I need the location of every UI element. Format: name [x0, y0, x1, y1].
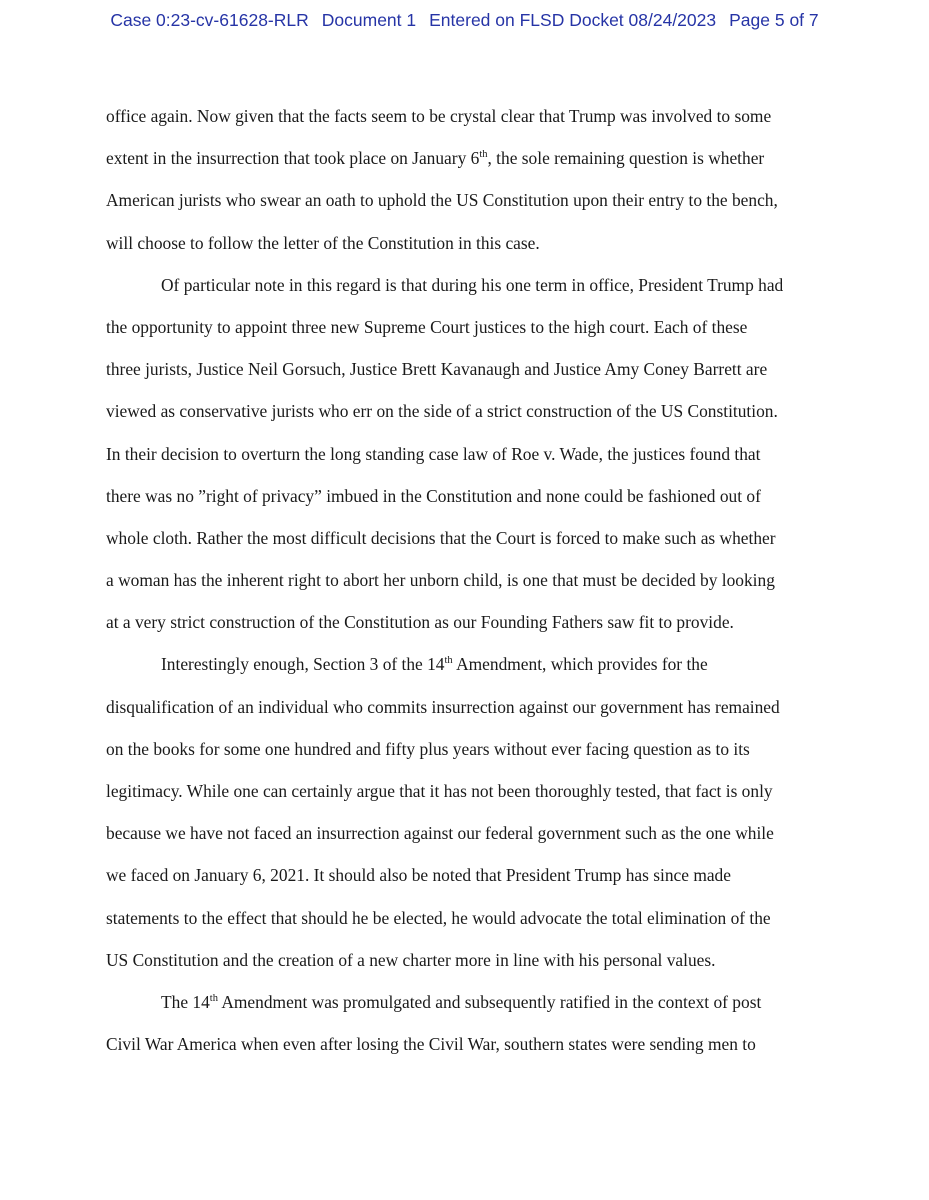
text-line: statements to the effect that should he be elected, he would advocate the total elimination of the — [106, 907, 771, 928]
text-line: Interestingly enough, Section 3 of the 14th Amendment, which provides for the — [161, 654, 708, 675]
text-line: on the books for some one hundred and fifty plus years without ever facing question as to its — [106, 738, 750, 759]
text-line: whole cloth. Rather the most difficult decisions that the Court is forced to make such as whether — [106, 527, 776, 548]
text-line: three jurists, Justice Neil Gorsuch, Justice Brett Kavanaugh and Justice Amy Coney Barrett are — [106, 359, 768, 380]
superscript: th — [479, 149, 488, 161]
text-line: a woman has the inherent right to abort her unborn child, is one that must be decided by looking — [106, 570, 775, 591]
text-line: because we have not faced an insurrection against our federal government such as the one while — [106, 823, 774, 844]
superscript: th — [209, 992, 218, 1004]
text-line: at a very strict construction of the Constitution as our Founding Fathers saw fit to provide. — [106, 612, 734, 633]
text-line: US Constitution and the creation of a new charter more in line with his personal values. — [106, 949, 716, 970]
text-line: In their decision to overturn the long standing case law of Roe v. Wade, the justices found that — [106, 443, 761, 464]
text-line: disqualification of an individual who commits insurrection against our government has remained — [106, 696, 780, 717]
text-line: extent in the insurrection that took place on January 6th, the sole remaining question is whether — [106, 148, 765, 169]
docket-header — [0, 9, 929, 31]
paragraph — [106, 981, 826, 1065]
text-line: we faced on January 6, 2021. It should also be noted that President Trump has since made — [106, 865, 731, 886]
text-line: legitimacy. While one can certainly argue that it has not been thoroughly tested, that fact is only — [106, 781, 773, 801]
text-line: there was no ”right of privacy” imbued in the Constitution and none could be fashioned out of — [106, 485, 761, 506]
superscript: th — [444, 655, 453, 667]
text-line: Of particular note in this regard is that during his one term in office, President Trump had — [161, 274, 784, 295]
case-number: Case 0:23-cv-61628-RLR — [110, 10, 309, 30]
text-line: American jurists who swear an oath to uphold the US Constitution upon their entry to the bench, — [106, 190, 778, 211]
paragraph — [106, 95, 826, 264]
text-line: The 14th Amendment was promulgated and subsequently ratified in the context of post — [161, 991, 762, 1012]
text-line: will choose to follow the letter of the Constitution in this case. — [106, 232, 540, 253]
document-number: Document 1 — [321, 10, 417, 30]
text-line: office again. Now given that the facts seem to be crystal clear that Trump was involved to some — [106, 106, 772, 126]
paragraph — [106, 264, 826, 644]
text-line: Civil War America when even after losing the Civil War, southern states were sending men to — [106, 1034, 756, 1055]
docket-entry-date: Entered on FLSD Docket 08/24/2023 — [429, 10, 717, 30]
text-line: viewed as conservative jurists who err on the side of a strict construction of the US Constitution. — [106, 401, 778, 422]
paragraph — [106, 643, 826, 981]
text-line: the opportunity to appoint three new Supreme Court justices to the high court. Each of these — [106, 316, 748, 337]
page-number: Page 5 of 7 — [729, 10, 819, 30]
document-body — [106, 95, 826, 1065]
